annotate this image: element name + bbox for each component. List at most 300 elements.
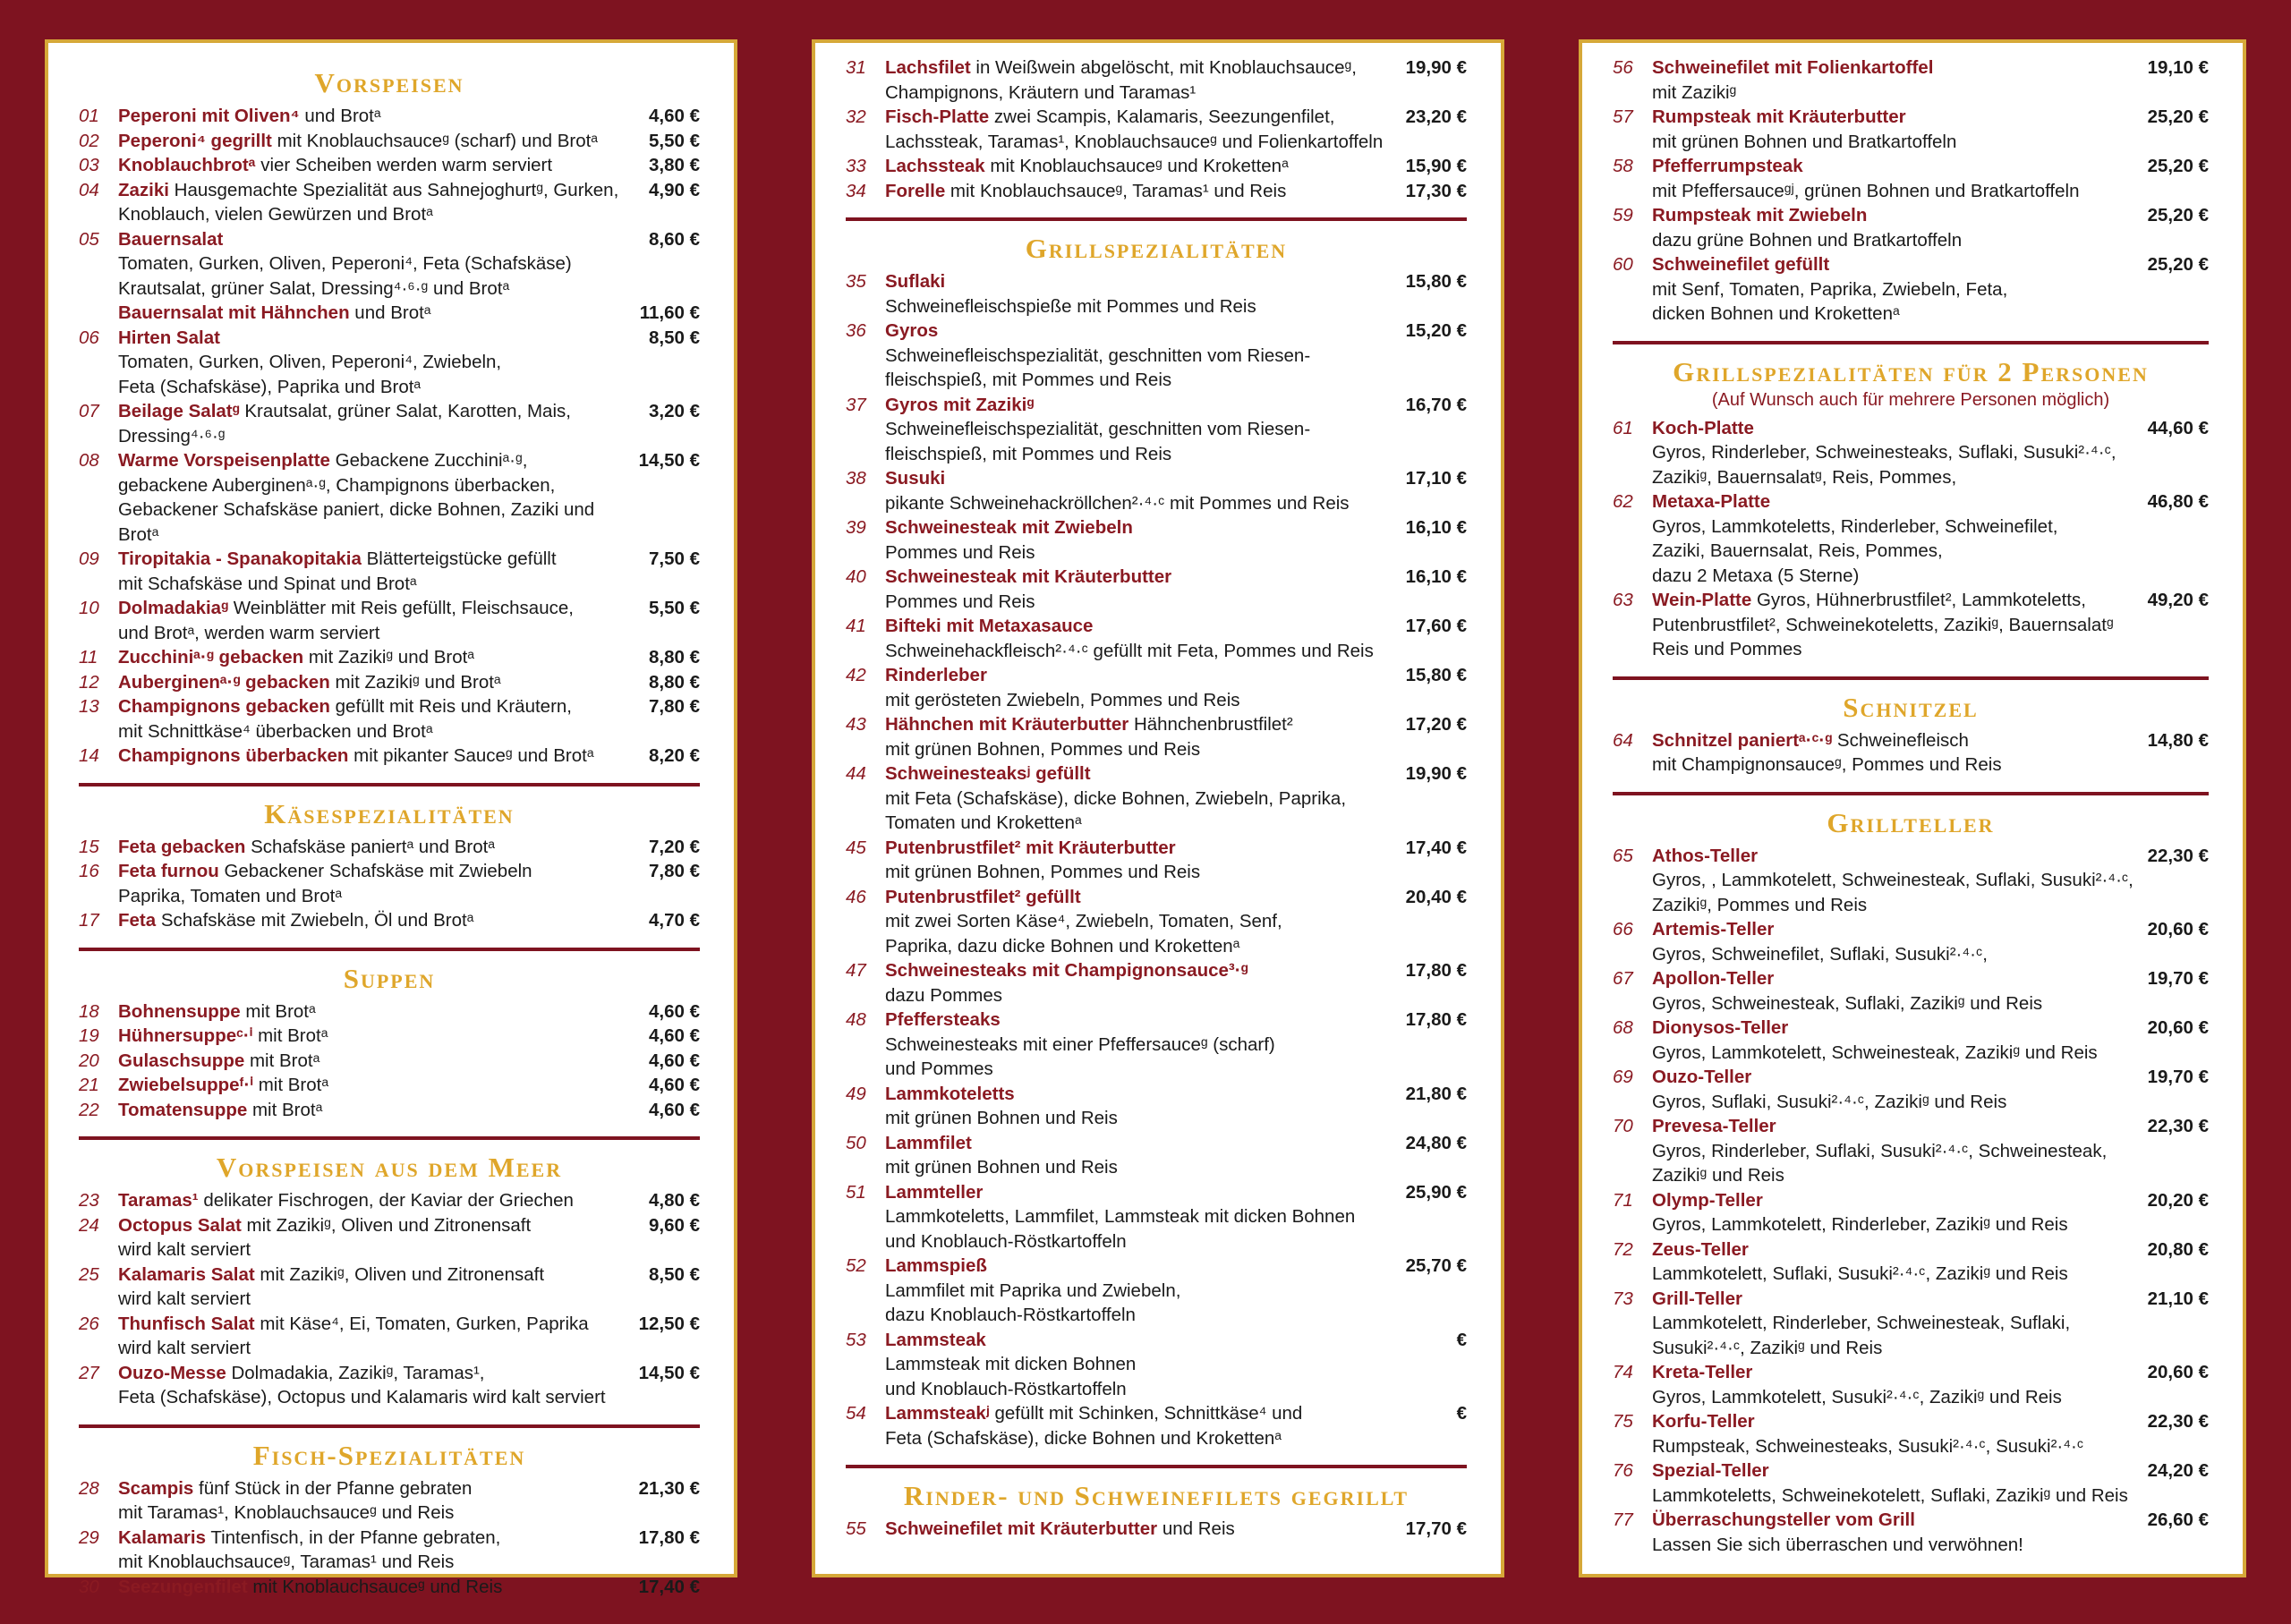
item-body	[118, 1476, 634, 1526]
item-description-line: Reis und Pommes	[1652, 639, 1802, 659]
menu-item	[79, 670, 700, 695]
item-body	[118, 448, 634, 547]
item-first-line	[118, 1024, 625, 1049]
item-description: gefüllt mit Schinken, Schnittkäse⁴ und	[994, 1403, 1303, 1424]
item-body	[885, 565, 1401, 614]
item-description-line: pikante Schweinehackröllchen²·⁴·ᶜ mit Pommes und Reis	[885, 492, 1350, 514]
item-number: 20	[79, 1050, 99, 1071]
item-price: 20,60 €	[2147, 919, 2209, 940]
item-body	[885, 105, 1401, 154]
item-name: Ouzo-Messe	[118, 1362, 226, 1383]
item-body	[885, 761, 1401, 836]
item-price: 19,70 €	[2147, 1067, 2209, 1087]
item-name: Fisch-Platte	[885, 106, 990, 127]
item-body	[1652, 1409, 2142, 1458]
item-first-line	[118, 645, 625, 670]
menu-section	[79, 948, 700, 1123]
section-title: Fisch-Spezialitäten	[252, 1439, 526, 1471]
item-first-line	[118, 104, 625, 129]
item-price: 5,50 €	[649, 130, 700, 151]
item-name: Athos-Teller	[1652, 845, 1759, 866]
menu-item	[79, 1312, 700, 1361]
item-first-line	[118, 859, 625, 884]
item-price: 17,10 €	[1405, 468, 1467, 489]
item-first-line	[118, 1049, 625, 1074]
item-name: Putenbrustfilet² mit Kräuterbutter	[885, 837, 1176, 858]
item-description-line: mit grünen Bohnen und Reis	[885, 1108, 1118, 1128]
item-number: 28	[79, 1477, 99, 1499]
item-description-line: Gyros, , Lammkotelett, Schweinesteak, Suflaki, Susuki²·⁴·ᶜ,	[1652, 870, 2133, 890]
item-description-line: mit Feta (Schafskäse), dicke Bohnen, Zwiebeln, Paprika,	[885, 787, 1347, 809]
item-price: 24,80 €	[1405, 1132, 1467, 1153]
item-description-line: Gyros, Schweinesteak, Suflaki, Zazikiᵍ und Reis	[1652, 992, 2043, 1014]
item-description: mit Brotᵃ	[249, 1050, 320, 1071]
item-number: 03	[79, 155, 99, 175]
item-first-line	[1652, 844, 2133, 869]
item-description: mit Brotᵃ	[245, 1000, 316, 1022]
item-body	[885, 885, 1401, 959]
item-name: Feta gebacken	[118, 836, 246, 857]
item-description-line: Zazikiᵍ und Reis	[1652, 1165, 1784, 1186]
menu-item	[846, 614, 1467, 663]
menu-section	[1613, 55, 2209, 327]
item-name: Schweinesteak mit Kräuterbutter	[885, 566, 1172, 587]
section-title: Rinder- und Schweinefilets gegrillt	[903, 1480, 1410, 1511]
item-name: Dionysos-Teller	[1652, 1017, 1789, 1038]
item-number: 15	[79, 836, 99, 857]
item-name: Schweinesteak mit Zwiebeln	[885, 517, 1133, 538]
menu-item	[79, 1049, 700, 1074]
item-body	[1652, 966, 2142, 1016]
item-price: 24,20 €	[2147, 1460, 2209, 1481]
item-price: 8,20 €	[649, 745, 700, 766]
item-description-line: Gebackener Schafskäse paniert, dicke Bohnen, Zaziki und Brotᵃ	[118, 499, 595, 545]
item-name: Putenbrustfilet² gefüllt	[885, 886, 1081, 907]
item-price: 4,60 €	[649, 1099, 700, 1120]
menu-item	[1613, 154, 2209, 203]
item-price: 8,60 €	[649, 228, 700, 250]
item-first-line	[1652, 1508, 2133, 1533]
item-name: Bifteki mit Metaxasauce	[885, 616, 1094, 636]
item-description: Dolmadakia, Zazikiᵍ, Taramas¹,	[231, 1362, 485, 1383]
item-name: Prevesa-Teller	[1652, 1116, 1776, 1136]
item-price: 49,20 €	[2147, 590, 2209, 610]
item-description-line: Champignons, Kräutern und Taramas¹	[885, 81, 1197, 103]
item-name: Zeus-Teller	[1652, 1238, 1749, 1260]
item-description: Gebackener Schafskäse mit Zwiebeln	[224, 861, 532, 881]
item-number: 39	[846, 517, 866, 538]
item-description: mit Zazikiᵍ, Oliven und Zitronensaft	[246, 1214, 532, 1236]
item-price: 20,40 €	[1405, 886, 1467, 907]
item-description-line: mit Knoblauchsauceᵍ, Taramas¹ und Reis	[118, 1552, 455, 1572]
item-price: €	[1456, 1403, 1467, 1424]
item-number: 43	[846, 714, 866, 735]
item-body	[1652, 844, 2142, 918]
item-description-line: Zazikiᵍ, Pommes und Reis	[1652, 894, 1868, 915]
menu-item	[79, 129, 700, 154]
menu-item	[79, 744, 700, 769]
item-first-line	[885, 1328, 1392, 1353]
item-description: mit Knoblauchsauceᵍ, Taramas¹ und Reis	[950, 180, 1287, 201]
item-number: 35	[846, 271, 866, 292]
item-body	[118, 399, 634, 448]
menu-item	[846, 1254, 1467, 1328]
item-first-line	[885, 55, 1392, 81]
item-name: Lammspieß	[885, 1255, 987, 1276]
item-name: Schweinefilet mit Folienkartoffel	[1652, 57, 1934, 78]
menu-section	[79, 1136, 700, 1410]
item-price: 20,60 €	[2147, 1362, 2209, 1382]
item-name: Zaziki	[118, 179, 169, 200]
menu-item	[79, 178, 700, 227]
item-name: Octopus Salat	[118, 1214, 242, 1236]
item-description: mit Knoblauchsauceᵍ (scharf) und Brotᵃ	[277, 130, 598, 151]
item-name: Überraschungsteller vom Grill	[1652, 1509, 1915, 1530]
item-first-line	[118, 399, 625, 424]
item-price: 8,50 €	[649, 1263, 700, 1285]
section-subtitle: (Auf Wunsch auch für mehrere Personen möglich)	[1711, 389, 2110, 410]
menu-section	[846, 1465, 1467, 1542]
item-name: Thunfisch Salat	[118, 1313, 255, 1334]
item-body	[885, 466, 1401, 515]
item-name: Beilage Salatᵍ	[118, 401, 240, 421]
item-number: 17	[79, 910, 99, 931]
item-description: fünf Stück in der Pfanne gebraten	[199, 1477, 473, 1499]
menu-section	[79, 783, 700, 933]
item-first-line	[118, 227, 625, 252]
item-first-line	[118, 908, 625, 933]
item-number: 11	[79, 647, 98, 667]
item-first-line	[885, 466, 1392, 491]
item-price: 17,60 €	[1405, 616, 1467, 636]
item-number: 40	[846, 566, 866, 587]
item-body	[885, 836, 1401, 885]
item-first-line	[118, 999, 625, 1025]
item-number: 04	[79, 179, 99, 200]
item-description: mit Brotᵃ	[251, 1099, 323, 1120]
item-price: 25,20 €	[2147, 254, 2209, 275]
item-first-line	[1652, 1287, 2133, 1312]
item-description-line: gebackene Auberginenᵃ·ᵍ, Champignons überbacken,	[118, 474, 556, 496]
item-name: Zwiebelsuppeᶠ·ⁱ	[118, 1075, 254, 1095]
item-name: Peperoni mit Oliven⁴	[118, 106, 300, 126]
item-description-line: dazu 2 Metaxa (5 Sterne)	[1652, 565, 1860, 586]
item-description: Hähnchenbrustfilet²	[1133, 714, 1293, 735]
item-first-line	[885, 565, 1392, 590]
item-number: 42	[846, 665, 866, 685]
item-name: Metaxa-Platte	[1652, 491, 1771, 512]
section-divider	[846, 1465, 1467, 1468]
item-description-line: und Brotᵃ, werden warm serviert	[118, 622, 380, 643]
item-first-line	[118, 153, 625, 178]
item-body	[885, 179, 1401, 204]
item-body	[885, 958, 1401, 1008]
item-first-line	[118, 1188, 625, 1213]
item-name: Forelle	[885, 180, 946, 201]
item-description: mit Knoblauchsauceᵍ und Reis	[252, 1576, 503, 1597]
item-number: 01	[79, 106, 99, 126]
item-number: 24	[79, 1214, 99, 1236]
menu-item	[846, 393, 1467, 467]
item-description-line: Pommes und Reis	[885, 541, 1035, 563]
item-description-line: Lammkoteletts, Lammfilet, Lammsteak mit dicken Bohnen	[885, 1206, 1356, 1227]
menu-item	[846, 319, 1467, 393]
menu-item	[1613, 1188, 2209, 1237]
item-price: 17,80 €	[1405, 960, 1467, 981]
item-description: Weinblätter mit Reis gefüllt, Fleischsauce,	[233, 598, 574, 618]
item-description-line: Knoblauch, vielen Gewürzen und Brotᵃ	[118, 204, 433, 225]
item-number: 56	[1613, 57, 1633, 78]
menu-item	[1613, 966, 2209, 1016]
item-number: 50	[846, 1132, 866, 1153]
item-price: 14,50 €	[638, 450, 700, 471]
item-number: 25	[79, 1263, 99, 1285]
menu-item	[846, 663, 1467, 712]
menu-item	[79, 596, 700, 645]
item-description-line: Tomaten und Krokettenᵃ	[885, 812, 1082, 833]
menu-item	[79, 1213, 700, 1263]
menu-item	[79, 1188, 700, 1213]
item-first-line	[118, 670, 625, 695]
item-number: 12	[79, 671, 99, 693]
menu-item	[846, 761, 1467, 836]
item-first-line	[118, 1098, 625, 1123]
menu-item	[1613, 55, 2209, 105]
item-body	[118, 129, 634, 154]
item-description-line: Gyros, Lammkotelett, Susuki²·⁴·ᶜ, Zazikiᵍ und Reis	[1652, 1386, 2062, 1407]
item-number: 26	[79, 1313, 99, 1334]
item-description-line: Putenbrustfilet², Schweinekoteletts, Zazikiᵍ, Bauernsalatᵍ	[1652, 614, 2114, 635]
item-first-line	[118, 596, 625, 621]
item-price: 4,80 €	[649, 1190, 700, 1211]
item-description-line: Dressing⁴·⁶·ᵍ	[118, 425, 226, 446]
item-first-line	[885, 1008, 1392, 1033]
menu-item	[1613, 416, 2209, 490]
item-name: Hühnersuppeᶜ·ⁱ	[118, 1025, 253, 1046]
item-price: 4,70 €	[649, 910, 700, 931]
item-price: 4,60 €	[649, 1075, 700, 1095]
item-number: 36	[846, 320, 866, 341]
item-first-line	[885, 1254, 1392, 1279]
menu-item	[1613, 1409, 2209, 1458]
section-title: Schnitzel	[1843, 691, 1979, 723]
item-name: Lachsfilet	[885, 57, 971, 78]
item-number: 77	[1613, 1509, 1633, 1530]
menu-item	[846, 1082, 1467, 1131]
item-description-line: Feta (Schafskäse), Paprika und Brotᵃ	[118, 376, 422, 397]
item-body	[885, 1008, 1401, 1082]
item-price: 15,80 €	[1405, 271, 1467, 292]
item-name: Peperoni⁴ gegrillt	[118, 130, 272, 151]
item-description-line: fleischspieß, mit Pommes und Reis	[885, 370, 1172, 390]
menu-item	[79, 835, 700, 860]
section-divider	[79, 1424, 700, 1428]
item-name: Schnitzel paniertᵃ·ᶜ·ᵍ	[1652, 729, 1833, 751]
item-first-line	[1652, 252, 2133, 277]
item-name: Scampis	[118, 1477, 194, 1499]
item-name: Champignons überbacken	[118, 745, 349, 766]
item-first-line	[1652, 966, 2133, 991]
item-number: 74	[1613, 1362, 1633, 1382]
item-name: Lammsteakʲ	[885, 1403, 990, 1424]
item-description-line: und Knoblauch-Röstkartoffeln	[885, 1230, 1127, 1252]
item-number: 63	[1613, 590, 1633, 610]
item-price: 3,20 €	[649, 401, 700, 421]
menu-column-2	[812, 39, 1504, 1577]
item-price: 15,20 €	[1405, 320, 1467, 341]
item-body	[118, 908, 634, 933]
item-number: 73	[1613, 1288, 1633, 1309]
item-name: Feta	[118, 910, 157, 931]
item-price: 17,70 €	[1405, 1518, 1467, 1539]
item-name: Taramas¹	[118, 1190, 199, 1211]
item-price: 25,90 €	[1405, 1181, 1467, 1203]
item-number: 55	[846, 1518, 866, 1539]
item-first-line	[1652, 1114, 2133, 1139]
item-description: Schafskäse paniertᵃ und Brotᵃ	[251, 836, 495, 857]
item-first-line	[1652, 1458, 2133, 1484]
item-price: 14,50 €	[638, 1362, 700, 1383]
item-name: Warme Vorspeisenplatte	[118, 450, 330, 471]
item-description-line: Lammfilet mit Paprika und Zwiebeln,	[885, 1280, 1181, 1301]
item-first-line	[1652, 55, 2133, 81]
item-body	[1652, 1287, 2142, 1361]
item-description-line: dazu Pommes	[885, 984, 1003, 1006]
item-name: Koch-Platte	[1652, 417, 1754, 438]
item-number: 76	[1613, 1460, 1633, 1481]
item-price: 12,50 €	[638, 1313, 700, 1334]
item-description-line: Schweinefleischspieße mit Pommes und Reis	[885, 295, 1256, 317]
item-description: mit Zazikiᵍ, Oliven und Zitronensaft	[260, 1263, 545, 1285]
menu-item	[1613, 1065, 2209, 1114]
menu-item	[846, 1517, 1467, 1542]
menu-item	[846, 712, 1467, 761]
item-first-line	[885, 1517, 1392, 1542]
menu-item	[79, 448, 700, 547]
item-name: Kreta-Teller	[1652, 1362, 1753, 1382]
item-description-line: dazu grüne Bohnen und Bratkartoffeln	[1652, 229, 1963, 251]
item-price: 19,10 €	[2147, 57, 2209, 78]
menu-item	[846, 179, 1467, 204]
item-first-line	[1652, 1065, 2133, 1090]
item-price: 17,80 €	[638, 1526, 700, 1548]
menu-item	[79, 1476, 700, 1526]
item-number: 31	[846, 57, 866, 78]
menu-item	[79, 694, 700, 744]
item-first-line	[885, 1180, 1392, 1205]
item-number: 62	[1613, 491, 1633, 512]
menu-item	[1613, 489, 2209, 588]
item-number: 16	[79, 861, 99, 881]
item-description: mit Zazikiᵍ und Brotᵃ	[335, 671, 501, 693]
item-name: Artemis-Teller	[1652, 919, 1775, 940]
item-number: 68	[1613, 1017, 1633, 1038]
menu-section	[79, 66, 700, 769]
item-number: 14	[79, 745, 99, 766]
item-description-line: fleischspieß, mit Pommes und Reis	[885, 443, 1172, 464]
item-body	[1652, 105, 2142, 154]
item-description-line: Schweinesteaks mit einer Pfeffersauceᵍ (scharf)	[885, 1033, 1275, 1055]
item-number: 67	[1613, 968, 1633, 989]
item-body	[118, 1049, 634, 1074]
item-description: Hausgemachte Spezialität aus Sahnejoghurtᵍ, Gurken,	[174, 179, 619, 200]
item-description: und Brotᵃ	[304, 106, 381, 126]
item-number: 58	[1613, 156, 1633, 176]
section-title: Suppen	[343, 962, 436, 994]
item-price: €	[1456, 1329, 1467, 1350]
menu-section	[846, 55, 1467, 203]
item-first-line	[885, 154, 1392, 179]
item-number: 30	[79, 1576, 99, 1597]
item-first-line	[1652, 203, 2133, 228]
item-price: 26,60 €	[2147, 1509, 2209, 1530]
item-first-line	[1652, 1237, 2133, 1263]
item-description-line: mit Zazikiᵍ	[1652, 81, 1737, 103]
menu-item	[1613, 252, 2209, 327]
item-first-line	[885, 393, 1392, 418]
item-description-line: Paprika, Tomaten und Brotᵃ	[118, 885, 342, 906]
item-body	[885, 1131, 1401, 1180]
item-description: mit Zazikiᵍ und Brotᵃ	[308, 647, 474, 667]
item-price: 19,70 €	[2147, 968, 2209, 989]
item-body	[118, 1213, 634, 1263]
item-first-line	[1652, 416, 2133, 441]
item-first-line	[118, 547, 625, 572]
item-name: Lammfilet	[885, 1132, 972, 1153]
item-description: delikater Fischrogen, der Kaviar der Griechen	[203, 1190, 574, 1211]
item-body	[1652, 1114, 2142, 1188]
menu-item	[846, 565, 1467, 614]
item-first-line	[118, 1476, 625, 1501]
item-name: Gyros mit Zazikiᵍ	[885, 394, 1035, 415]
menu-item	[1613, 1114, 2209, 1188]
item-number: 05	[79, 228, 99, 250]
item-price: 20,80 €	[2147, 1238, 2209, 1260]
item-price: 25,20 €	[2147, 205, 2209, 225]
item-price: 7,50 €	[649, 548, 700, 569]
item-body	[885, 55, 1401, 105]
item-first-line	[885, 885, 1392, 910]
menu-item	[1613, 1016, 2209, 1065]
item-description-line: Gyros, Rinderleber, Suflaki, Susuki²·⁴·ᶜ, Schweinesteak,	[1652, 1140, 2108, 1161]
item-price: 4,60 €	[649, 106, 700, 126]
menu-item	[846, 466, 1467, 515]
item-name: Kalamaris	[118, 1526, 207, 1548]
item-first-line	[885, 319, 1392, 344]
item-first-line	[885, 663, 1392, 688]
item-body	[118, 1024, 634, 1049]
menu-item	[79, 999, 700, 1025]
menu-section	[1613, 792, 2209, 1558]
item-price: 17,40 €	[1405, 837, 1467, 858]
item-description-line: wird kalt serviert	[118, 1338, 251, 1358]
item-number: 53	[846, 1329, 866, 1350]
item-body	[118, 645, 634, 670]
item-description-line: Gyros, Suflaki, Susuki²·⁴·ᶜ, Zazikiᵍ und Reis	[1652, 1091, 2007, 1112]
item-name: Susuki	[885, 468, 946, 489]
item-price: 16,10 €	[1405, 517, 1467, 538]
item-description-line: Gyros, Lammkotelett, Rinderleber, Zazikiᵍ und Reis	[1652, 1214, 2068, 1235]
item-first-line	[885, 958, 1392, 983]
menu-item	[1613, 1360, 2209, 1409]
item-number: 27	[79, 1362, 99, 1383]
item-description-line: Tomaten, Gurken, Oliven, Peperoni⁴, Feta (Schafskäse)	[118, 253, 572, 274]
item-price: 44,60 €	[2147, 417, 2209, 438]
menu-item	[1613, 1287, 2209, 1361]
item-price: 8,50 €	[649, 327, 700, 348]
item-first-line	[118, 1526, 625, 1551]
item-number: 48	[846, 1009, 866, 1030]
